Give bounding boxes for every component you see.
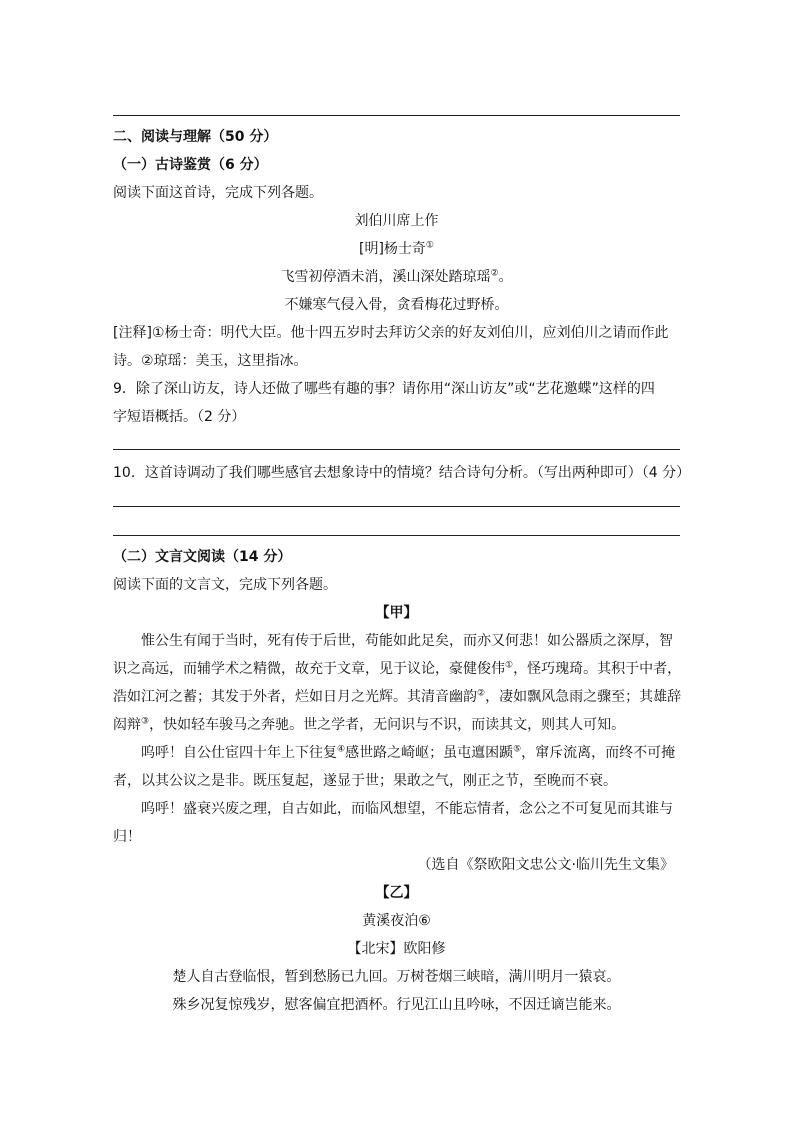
poem2-author: 【北宋】欧阳修 [347,941,446,957]
poem-line-1 [113,267,680,287]
text-segment: 识之高远，而辅学术之精微，故充于文章，见于议论，豪健俊伟 [113,661,505,677]
answer-line-9[interactable] [113,449,680,450]
text-segment: 感世路之崎岖；虽屯邅困踬 [345,745,514,761]
footnote-mark: ④ [337,744,346,755]
text-segment: 浩如江河之蓄；其发于外者，烂如日月之光辉。其清音幽韵 [113,689,477,705]
text-line [113,715,625,735]
poem-line-2: 不嫌寒气侵入骨，贪看梅花过野桥。 [284,297,509,313]
text-line: 者，以其公议之是非。既压复起，遂显于世；果敢之气，刚正之节，至晚而不衰。 [113,773,617,789]
footnote-mark: ② [477,688,486,699]
text-line [113,659,681,679]
text-line [113,687,681,707]
footnote-mark: ⑤ [513,744,522,755]
poem2-line-1: 楚人自古登临恨，暂到愁肠已九回。万树苍烟三峡暗，满川明月一猿哀。 [172,969,621,985]
poem-title: 刘伯川席上作 [354,213,439,229]
footnote-mark: ① [505,660,514,671]
question-9-line-2: 字短语概括。（2 分） [113,409,246,425]
answer-line-10a[interactable] [113,506,680,507]
text-segment: 呜呼！自公仕宦四十年上下往复 [141,745,337,761]
text-segment: ，怪巧瑰琦。其积于中者， [513,661,682,677]
footnote-mark: ③ [141,716,150,727]
text-segment: 闳辩 [113,717,141,733]
footnote-mark: ① [425,240,434,251]
part1-title: （一）古诗鉴赏（6 分） [113,157,268,173]
text-line [141,743,675,763]
question-10: 10．这首诗调动了我们哪些感官去想象诗中的情境？结合诗句分析。（写出两种即可）（4 分） [113,465,691,481]
text-segment: ，窜斥流离，而终不可掩 [521,745,676,761]
part1-instruction: 阅读下面这首诗，完成下列各题。 [113,185,323,201]
text-line: 惟公生有闻于当时，死有传于后世，苟能如此足矣，而亦又何悲！如公器质之深厚，智 [141,633,673,649]
note-line-2: 诗。②琼瑶：美玉，这里指冰。 [113,353,308,369]
text-line: 呜呼！盛衰兴废之理，自古如此，而临风想望，不能忘情者，念公之不可复见而其谁与 [141,801,673,817]
text-line: 归！ [113,829,141,845]
source-citation: （选自《祭欧阳文忠公文·临川先生文集》 [417,857,674,873]
poem2-line-2: 殊乡况复惊残岁，慰客偏宜把酒杯。行见江山且吟咏，不因迁谪岂能来。 [172,997,621,1013]
note-line-1: [注释]①杨士奇：明代大臣。他十四五岁时去拜访父亲的好友刘伯川，应刘伯川之请而作此 [113,325,669,341]
poem-line-1-text: 飞雪初停酒未消，溪山深处踏琼瑶 [280,269,491,285]
yi-label: 【乙】 [375,885,418,901]
question-9-line-1: 9．除了深山访友，诗人还做了哪些有趣的事？请你用“深山访友”或“艺花邀蝶”这样的四 [113,381,655,397]
footnote-mark: ② [490,268,499,279]
poem-line-1-end: 。 [498,269,513,285]
jia-label: 【甲】 [375,605,418,621]
answer-line-10b[interactable] [113,535,680,536]
poem-author-text: [明]杨士奇 [358,241,426,257]
part2-instruction: 阅读下面的文言文，完成下列各题。 [113,577,337,593]
section-title: 二、阅读与理解（50 分） [113,129,278,145]
top-rule [113,115,680,116]
poem2-title: 黄溪夜泊⑥ [362,913,431,929]
poem-author [113,239,680,259]
text-segment: ，快如轻车骏马之奔驰。世之学者，无问识与不识，而读其文，则其人可知。 [149,717,626,733]
part2-title: （二）文言文阅读（14 分） [113,549,292,565]
text-segment: ，凄如飘风急雨之骤至；其雄辞 [485,689,682,705]
